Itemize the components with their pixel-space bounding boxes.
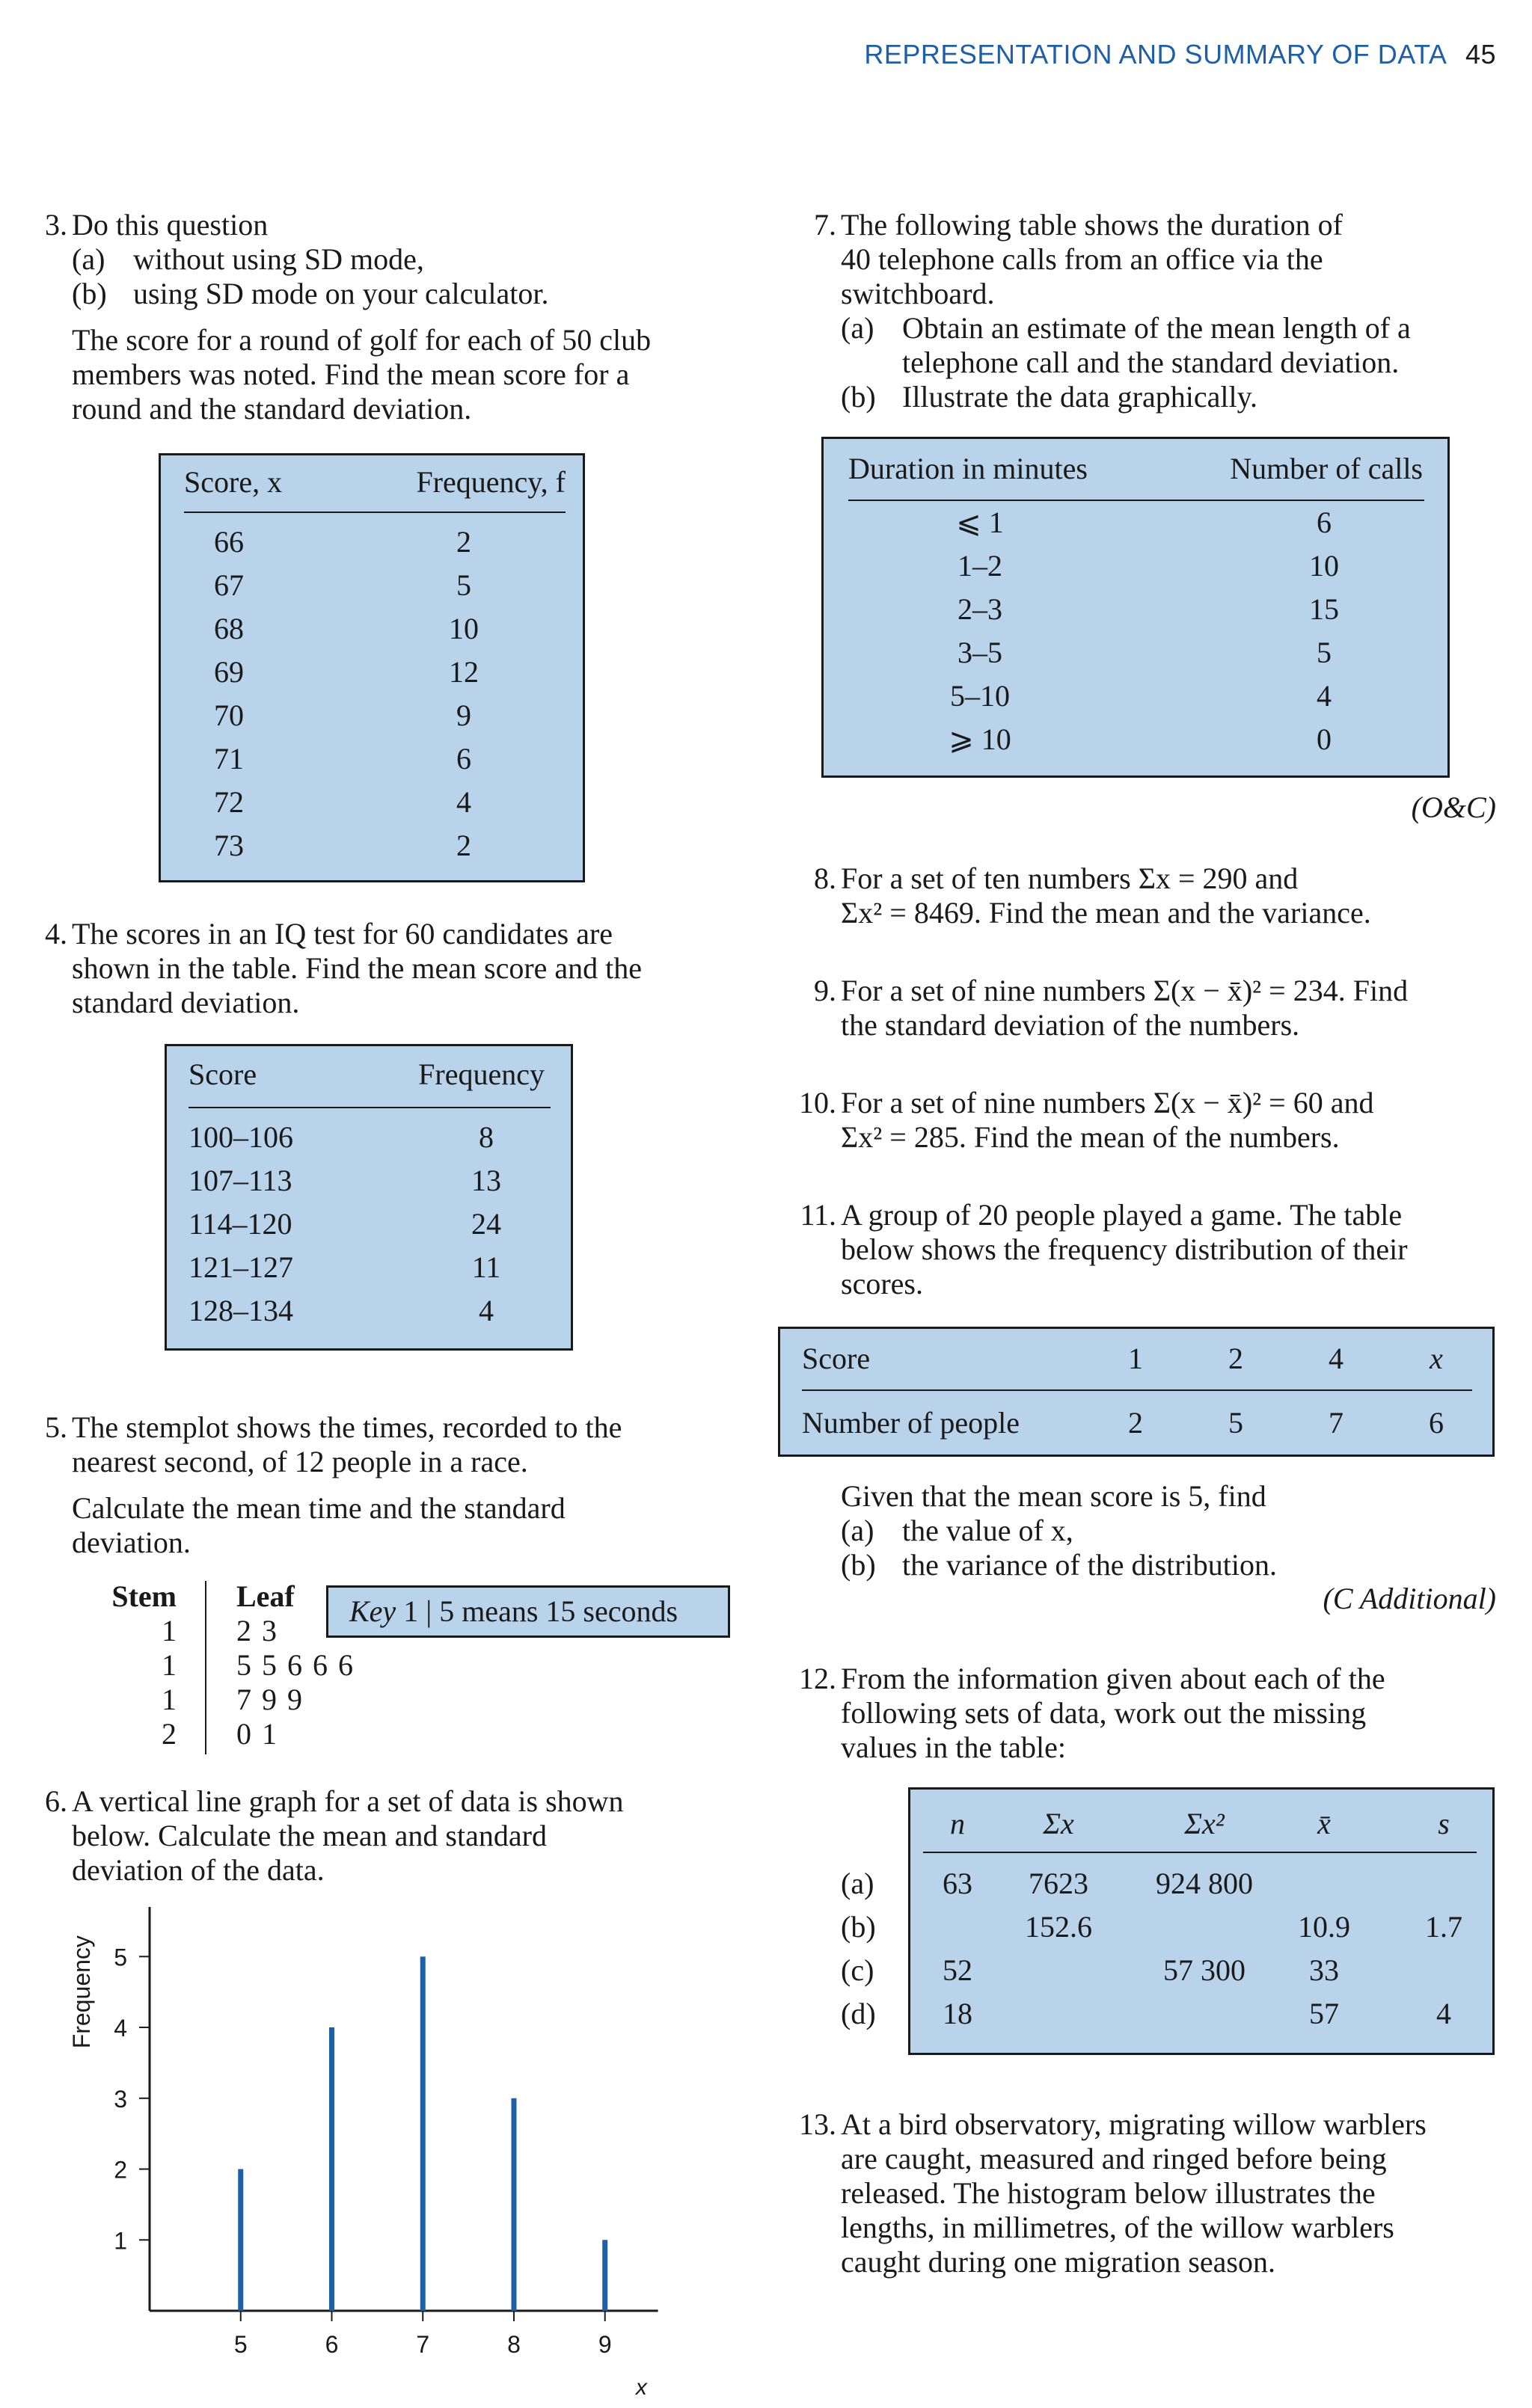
question-body-line: Calculate the mean time and the standard xyxy=(72,1491,566,1525)
table-header-frequency: Frequency xyxy=(418,1057,545,1091)
y-tick-label: 5 xyxy=(114,1944,127,1971)
table-header: Σx² xyxy=(1184,1807,1225,1840)
table-rule xyxy=(923,1852,1477,1853)
table-cell-mean: 33 xyxy=(1309,1953,1339,1987)
table-cell-frequency: 24 xyxy=(471,1207,501,1241)
question-body-line: the standard deviation of the numbers. xyxy=(841,1008,1300,1042)
table-cell-score: 69 xyxy=(214,655,244,689)
table-header: n xyxy=(950,1807,965,1840)
table-row-label: (a) xyxy=(841,1867,874,1900)
subpart-b: (b) using SD mode on your calculator. xyxy=(72,277,549,310)
table-row-label-score: Score xyxy=(802,1342,871,1375)
subpart-a: (a) Obtain an estimate of the mean length of a xyxy=(841,311,1411,345)
subpart-a: (a) without using SD mode, xyxy=(72,242,424,276)
question-number: 12. xyxy=(799,1662,836,1695)
question-11-continued xyxy=(841,1479,1499,1582)
table-cell-score: 4 xyxy=(1329,1342,1343,1375)
question-body-line: are caught, measured and ringed before being xyxy=(841,2142,1387,2175)
y-tick-label: 1 xyxy=(114,2227,127,2255)
subpart-b: (b) the variance of the distribution. xyxy=(841,1548,1277,1582)
table-cell-calls: 0 xyxy=(1317,722,1332,756)
subpart-b: (b) Illustrate the data graphically. xyxy=(841,380,1257,414)
question-body-line: standard deviation. xyxy=(72,986,300,1019)
table-cell-calls: 6 xyxy=(1317,506,1332,539)
question-body-line: caught during one migration season. xyxy=(841,2245,1275,2279)
question-number: 11. xyxy=(800,1198,836,1232)
x-tick-label: 5 xyxy=(233,2331,248,2358)
question-number: 7. xyxy=(814,208,836,242)
question-9 xyxy=(814,974,1499,1042)
question-number: 10. xyxy=(799,1086,836,1119)
table-cell-people: 6 xyxy=(1429,1406,1444,1440)
table-header: x̄ xyxy=(1317,1807,1331,1840)
source-reference: (O&C) xyxy=(1411,790,1496,824)
table-cell-score: 68 xyxy=(214,612,244,645)
stemplot-stem: 1 xyxy=(162,1614,177,1647)
question-body-line: For a set of nine numbers Σ(x − x̄)² = 234. Find xyxy=(841,974,1409,1007)
question-body-line: lengths, in millimetres, of the willow warblers xyxy=(841,2211,1394,2244)
table-header-frequency: Frequency, f xyxy=(416,465,566,499)
question-body-line: The scores in an IQ test for 60 candidates are xyxy=(72,917,613,950)
table-cell-score: 72 xyxy=(214,785,244,819)
table-cell-duration: 2–3 xyxy=(958,592,1002,626)
question-number: 6. xyxy=(45,1784,67,1818)
table-header: s xyxy=(1438,1807,1450,1840)
question-body-line: round and the standard deviation. xyxy=(72,392,472,426)
question-body-line: Σx² = 285. Find the mean of the numbers. xyxy=(841,1120,1340,1154)
stemplot-leaf: 5 5 6 6 6 xyxy=(236,1648,355,1682)
question-body-line: The following table shows the duration of xyxy=(841,208,1343,242)
table-cell-frequency: 6 xyxy=(456,742,471,775)
y-tick-label: 2 xyxy=(114,2156,127,2184)
question-body-line: A vertical line graph for a set of data is shown xyxy=(72,1784,624,1818)
table-cell-score: 2 xyxy=(1228,1342,1243,1375)
question-number: 13. xyxy=(799,2107,836,2141)
question-number: 4. xyxy=(45,917,67,950)
table-cell-duration: 3–5 xyxy=(958,636,1002,669)
table-cell-frequency: 2 xyxy=(456,829,471,862)
question-number: 5. xyxy=(45,1410,67,1444)
question-body-line: scores. xyxy=(841,1267,923,1300)
x-tick-label: 8 xyxy=(507,2331,521,2358)
x-tick-label: 9 xyxy=(598,2331,612,2358)
table-cell-frequency: 10 xyxy=(449,612,479,645)
running-title: REPRESENTATION AND SUMMARY OF DATA xyxy=(864,39,1447,70)
question-7 xyxy=(814,208,1499,414)
question-10 xyxy=(799,1086,1499,1155)
table-cell-sx2: 57 300 xyxy=(1163,1953,1245,1987)
table-cell-frequency: 4 xyxy=(456,785,471,819)
question-5 xyxy=(45,1410,745,1560)
table-cell-s: 1.7 xyxy=(1425,1910,1462,1944)
question-body-line: deviation. xyxy=(72,1526,191,1559)
question-body-line: switchboard. xyxy=(841,277,995,310)
y-axis-label: Frequency xyxy=(68,1935,95,2049)
table-cell-frequency: 2 xyxy=(456,525,471,559)
table-row-label-people: Number of people xyxy=(802,1406,1020,1440)
table-header-calls: Number of calls xyxy=(1230,452,1423,485)
stemplot-stem: 1 xyxy=(162,1683,177,1716)
question-body-line: values in the table: xyxy=(841,1730,1067,1764)
table-cell-frequency: 4 xyxy=(479,1294,494,1327)
table-cell-sx: 152.6 xyxy=(1025,1910,1092,1944)
table-cell-mean: 57 xyxy=(1309,1997,1339,2030)
table-cell-calls: 5 xyxy=(1317,636,1332,669)
question-body-line: deviation of the data. xyxy=(72,1853,325,1887)
vertical-line-graph xyxy=(60,1899,658,2408)
question-body-line: For a set of ten numbers Σx = 290 and xyxy=(841,861,1299,895)
question-13 xyxy=(799,2107,1499,2279)
table-header-score: Score, x xyxy=(184,465,283,499)
table-cell-n: 18 xyxy=(943,1997,972,2030)
table-rule xyxy=(802,1389,1472,1391)
question-number: 9. xyxy=(814,974,836,1007)
question-body-line: below. Calculate the mean and standard xyxy=(72,1819,547,1852)
table-rule xyxy=(189,1107,551,1108)
table-cell-score: 73 xyxy=(214,829,244,862)
stemplot-stem: 1 xyxy=(162,1648,177,1682)
question-body-line: The stemplot shows the times, recorded to the xyxy=(72,1410,622,1444)
subpart-a-continued: telephone call and the standard deviation. xyxy=(902,345,1400,379)
table-cell-people: 2 xyxy=(1128,1406,1143,1440)
question-body-line: shown in the table. Find the mean score and the xyxy=(72,951,643,985)
table-cell-mean: 10.9 xyxy=(1298,1910,1350,1944)
table-header: Σx xyxy=(1043,1807,1074,1840)
table-cell-duration: ⩽ 1 xyxy=(956,506,1004,539)
table-cell-score: 1 xyxy=(1128,1342,1143,1375)
stemplot-leaf: 2 3 xyxy=(236,1614,278,1647)
table-cell-score: 121–127 xyxy=(189,1250,293,1284)
question-body-line: nearest second, of 12 people in a race. xyxy=(72,1445,528,1478)
table-cell-people: 5 xyxy=(1228,1406,1243,1440)
table-cell-frequency: 5 xyxy=(456,568,471,602)
table-cell-score: 100–106 xyxy=(189,1120,293,1154)
table-row-label: (b) xyxy=(841,1910,876,1944)
stemplot-stem-header: Stem xyxy=(111,1579,177,1613)
table-cell-s: 4 xyxy=(1436,1997,1451,2030)
subpart-a: (a) the value of x, xyxy=(841,1514,1073,1547)
question-number: 3. xyxy=(45,208,67,242)
question-body-line: following sets of data, work out the missing xyxy=(841,1696,1367,1730)
question-body-line: At a bird observatory, migrating willow warblers xyxy=(841,2107,1427,2141)
page-header xyxy=(864,39,1496,70)
table-cell-score: 66 xyxy=(214,525,244,559)
source-reference: (C Additional) xyxy=(1323,1582,1496,1615)
question-body-line: A group of 20 people played a game. The table xyxy=(841,1198,1403,1232)
table-rule xyxy=(184,512,566,513)
table-row-label: (c) xyxy=(841,1953,874,1987)
table-row-label: (d) xyxy=(841,1997,876,2030)
table-cell-sx: 7623 xyxy=(1029,1867,1088,1900)
question-8 xyxy=(814,861,1499,930)
question-intro: Do this question xyxy=(72,208,269,242)
stemplot-leaf: 7 9 9 xyxy=(236,1683,304,1716)
table-cell-score: 67 xyxy=(214,568,244,602)
table-cell-frequency: 9 xyxy=(456,698,471,732)
page-number: 45 xyxy=(1465,39,1496,70)
y-tick-label: 3 xyxy=(114,2085,127,2113)
table-header-duration: Duration in minutes xyxy=(848,452,1088,485)
question-body-line: Given that the mean score is 5, find xyxy=(841,1479,1266,1513)
table-cell-score: 128–134 xyxy=(189,1294,293,1327)
table-cell-n: 63 xyxy=(943,1867,972,1900)
question-4 xyxy=(45,917,745,1020)
question-12 xyxy=(799,1662,1499,1765)
question-body-line: Σx² = 8469. Find the mean and the variance. xyxy=(841,896,1371,930)
table-cell-duration: 5–10 xyxy=(950,679,1010,713)
table-cell-duration: ⩾ 10 xyxy=(949,722,1011,756)
table-cell-score: 107–113 xyxy=(189,1164,292,1197)
x-axis-label: x xyxy=(635,2375,647,2400)
table-cell-frequency: 8 xyxy=(479,1120,494,1154)
question-body-line: The score for a round of golf for each of 50 club xyxy=(72,323,652,357)
table-cell-score: 70 xyxy=(214,698,244,732)
table-cell-score: x xyxy=(1430,1342,1443,1375)
table-cell-frequency: 12 xyxy=(449,655,479,689)
table-cell-frequency: 13 xyxy=(471,1164,501,1197)
y-tick-label: 4 xyxy=(114,2015,127,2042)
question-body-line: 40 telephone calls from an office via the xyxy=(841,242,1323,276)
stemplot-divider xyxy=(205,1581,206,1754)
question-6 xyxy=(45,1784,745,1888)
table-cell-sx2: 924 800 xyxy=(1156,1867,1253,1900)
question-body-line: From the information given about each of the xyxy=(841,1662,1385,1695)
table-cell-calls: 10 xyxy=(1309,549,1339,583)
question-11 xyxy=(800,1198,1499,1301)
table-cell-calls: 4 xyxy=(1317,679,1332,713)
x-tick-label: 7 xyxy=(416,2331,430,2358)
question-body-line: members was noted. Find the mean score for a xyxy=(72,357,630,391)
table-cell-score: 71 xyxy=(214,742,244,775)
question-body-line: released. The histogram below illustrates the xyxy=(841,2176,1376,2210)
table-cell-people: 7 xyxy=(1329,1406,1343,1440)
table-header-score: Score xyxy=(189,1057,257,1091)
table-rule xyxy=(848,500,1424,501)
table-cell-score: 114–120 xyxy=(189,1207,292,1241)
table-cell-frequency: 11 xyxy=(471,1250,501,1284)
question-number: 8. xyxy=(814,861,836,895)
stemplot-stem: 2 xyxy=(162,1717,177,1751)
x-tick-label: 6 xyxy=(325,2331,339,2358)
table-cell-calls: 15 xyxy=(1309,592,1339,626)
question-body-line: below shows the frequency distribution of their xyxy=(841,1232,1408,1266)
question-body-line: For a set of nine numbers Σ(x − x̄)² = 60 and xyxy=(841,1086,1374,1119)
stemplot-key: Key 1 | 5 means 15 seconds xyxy=(326,1585,730,1638)
stemplot-leaf: 0 1 xyxy=(236,1717,278,1751)
stemplot-leaf-header: Leaf xyxy=(236,1579,295,1613)
table-cell-n: 52 xyxy=(943,1953,972,1987)
table-cell-duration: 1–2 xyxy=(958,549,1002,583)
question-3 xyxy=(45,208,745,426)
